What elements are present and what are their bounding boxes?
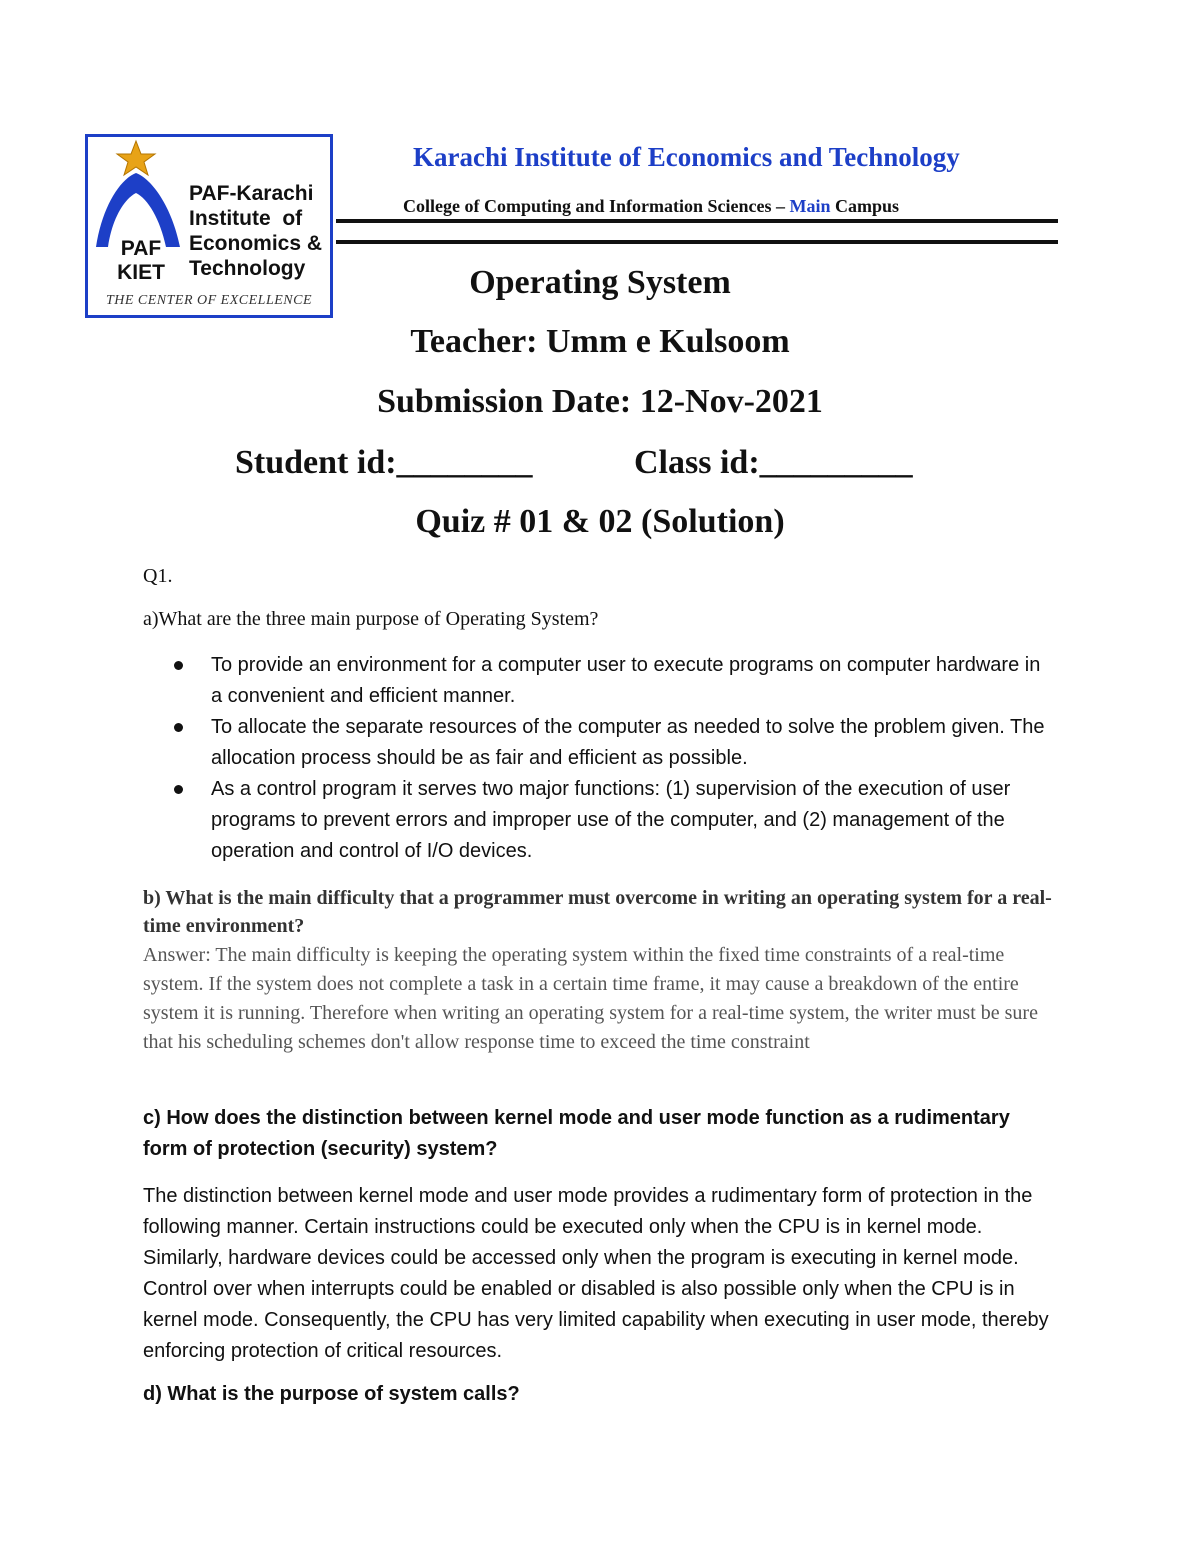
- institute-name: Karachi Institute of Economics and Technology: [413, 142, 960, 172]
- logo-tagline: THE CENTER OF EXCELLENCE: [105, 293, 313, 308]
- answer-a-list: [172, 650, 1052, 867]
- college-line: [403, 196, 899, 217]
- logo-name-line: Economics &: [189, 232, 323, 255]
- bullet-icon: [174, 661, 183, 670]
- question-label: Q1.: [143, 565, 173, 587]
- course-title: Operating System: [469, 264, 731, 301]
- list-item-text: To provide an environment for a computer user to execute programs on computer hardware in a convenient and efficient manner.: [211, 654, 1041, 707]
- list-item: [172, 712, 1052, 774]
- quiz-title: Quiz # 01 & 02 (Solution): [415, 503, 785, 540]
- bullet-icon: [174, 785, 183, 794]
- question-d: d) What is the purpose of system calls?: [143, 1383, 520, 1405]
- list-item-text: As a control program it serves two major functions: (1) supervision of the execution of user programs to prevent errors and improper use of the computer, and (2) management of the operation and control of I/O devices.: [211, 778, 1011, 862]
- logo-name-line: PAF-Karachi: [189, 182, 314, 205]
- question-a: a)What are the three main purpose of Operating System?: [143, 608, 599, 630]
- question-c: c) How does the distinction between kernel mode and user mode function as a rudimentary form of protection (security) system?: [143, 1107, 1010, 1160]
- logo-abbr-line: KIET: [117, 261, 165, 284]
- bullet-icon: [174, 723, 183, 732]
- list-item-text: To allocate the separate resources of the computer as needed to solve the problem given. The allocation process should be as fair and efficient as possible.: [211, 716, 1045, 769]
- campus-accent: Main: [789, 196, 831, 216]
- logo-abbr-line: PAF: [120, 237, 162, 260]
- answer-b: Answer: The main difficulty is keeping the operating system within the fixed time constraints of a real-time system. If the system does not complete a task in a certain time frame, it may cause a breakdown of the entire system it is running. Therefore when writing an operating system for a real-time system, the writer must be sure that his scheduling schemes don't allow response time to exceed the time constraint: [143, 944, 1038, 1053]
- college-prefix: College of Computing and Information Sciences –: [403, 196, 790, 216]
- student-id-field: Student id:________: [235, 444, 533, 481]
- list-item: [172, 650, 1052, 712]
- class-id-field: Class id:_________: [634, 444, 913, 481]
- logo-star-icon: [117, 141, 155, 175]
- answer-c: The distinction between kernel mode and user mode provides a rudimentary form of protection in the following manner. Certain instructions could be executed only when the CPU is in kernel mode. Similarly, hardware devices could be accessed only when the program is executing in kernel mode. Control over when interrupts could be enabled or disabled is also possible only when the CPU is in kernel mode. Consequently, the CPU has very limited capability when executing in user mode, thereby enforcing protection of critical resources.: [143, 1185, 1049, 1362]
- teacher-line: Teacher: Umm e Kulsoom: [410, 323, 790, 360]
- logo-name-line: Institute of: [189, 207, 303, 230]
- submission-date: Submission Date: 12-Nov-2021: [377, 383, 823, 420]
- college-suffix: Campus: [830, 196, 900, 216]
- header-divider: [336, 240, 1058, 244]
- logo-name-line: Technology: [189, 257, 306, 280]
- question-b: b) What is the main difficulty that a programmer must overcome in writing an operating system for a real-time environment?: [143, 887, 1052, 937]
- list-item: [172, 774, 1052, 867]
- header-divider: [336, 219, 1058, 223]
